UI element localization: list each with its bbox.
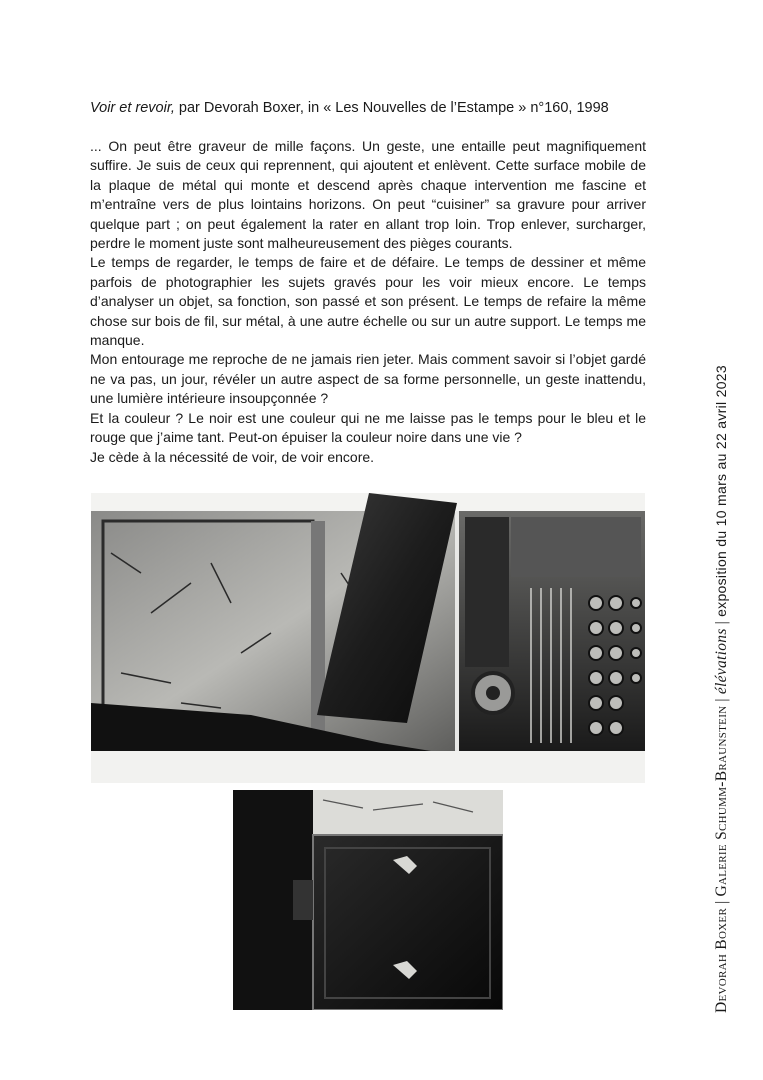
etching-dark-box bbox=[233, 790, 503, 1010]
etching-drawer-typewriter bbox=[91, 493, 645, 783]
paragraph-5: Je cède à la nécessité de voir, de voir encore. bbox=[90, 448, 375, 465]
etching-drawer-typewriter-image bbox=[91, 493, 645, 783]
paragraph-1: ... On peut être graveur de mille façons. Un geste, une entaille peut magnifiquement suffire. Je suis de ceux qui reprennent, qui ajoutent et enlèvent. Cette surface mobile de la plaque de métal qui monte et descend après chaque intervention me fascine et m’entraîne vers de plus lointains horizons. On peut “cuisiner” sa gravure pour arriver quelque part ; on peut également la rater en allant trop loin. Trop enlever, surcharger, perdre le moment juste sont malheureusement des pièges courants. bbox=[90, 138, 646, 252]
gallery-name: Galerie Schumm-Braunstein bbox=[713, 705, 730, 897]
paragraph-2: Le temps de regarder, le temps de faire et de défaire. Le temps de dessiner et même parfois de photographier les sujets gravés pour les voir mieux encore. Le temps d’analyser un objet, sa fonction, son passé et son présent. Le temps de refaire la même chose sur bois de fil, sur métal, à une autre échelle ou sur un autre support. Le temps me manque. bbox=[90, 254, 646, 349]
paragraph-4: Et la couleur ? Le noir est une couleur qui ne me laisse pas le temps pour le bleu et le rouge que j’aime tant. Peut-on épuiser la couleur noire dans une vie ? bbox=[90, 409, 646, 446]
article-body bbox=[90, 137, 646, 467]
artist-name: Devorah Boxer bbox=[713, 907, 730, 1013]
exhibition-dates: exposition du 10 mars au 22 avril 2023 bbox=[713, 365, 729, 617]
citation-source: par Devorah Boxer, in « Les Nouvelles de l’Estampe » n°160, 1998 bbox=[174, 100, 609, 116]
caption-separator-3: | bbox=[713, 620, 730, 625]
citation-title: Voir et revoir, bbox=[90, 100, 175, 116]
citation-line bbox=[90, 98, 650, 118]
project-title: élévations bbox=[713, 628, 730, 695]
paragraph-3: Mon entourage me reproche de ne jamais rien jeter. Mais comment savoir si l’objet gardé ne va pas, un jour, révéler un autre aspect de sa forme personnelle, un geste inattendu, une lumière intérieure insoupçonnée ? bbox=[90, 351, 646, 407]
side-caption bbox=[706, 223, 736, 1013]
etching-dark-box-image bbox=[233, 790, 503, 1010]
caption-separator-2: | bbox=[713, 698, 730, 702]
caption-separator-1: | bbox=[713, 900, 730, 904]
